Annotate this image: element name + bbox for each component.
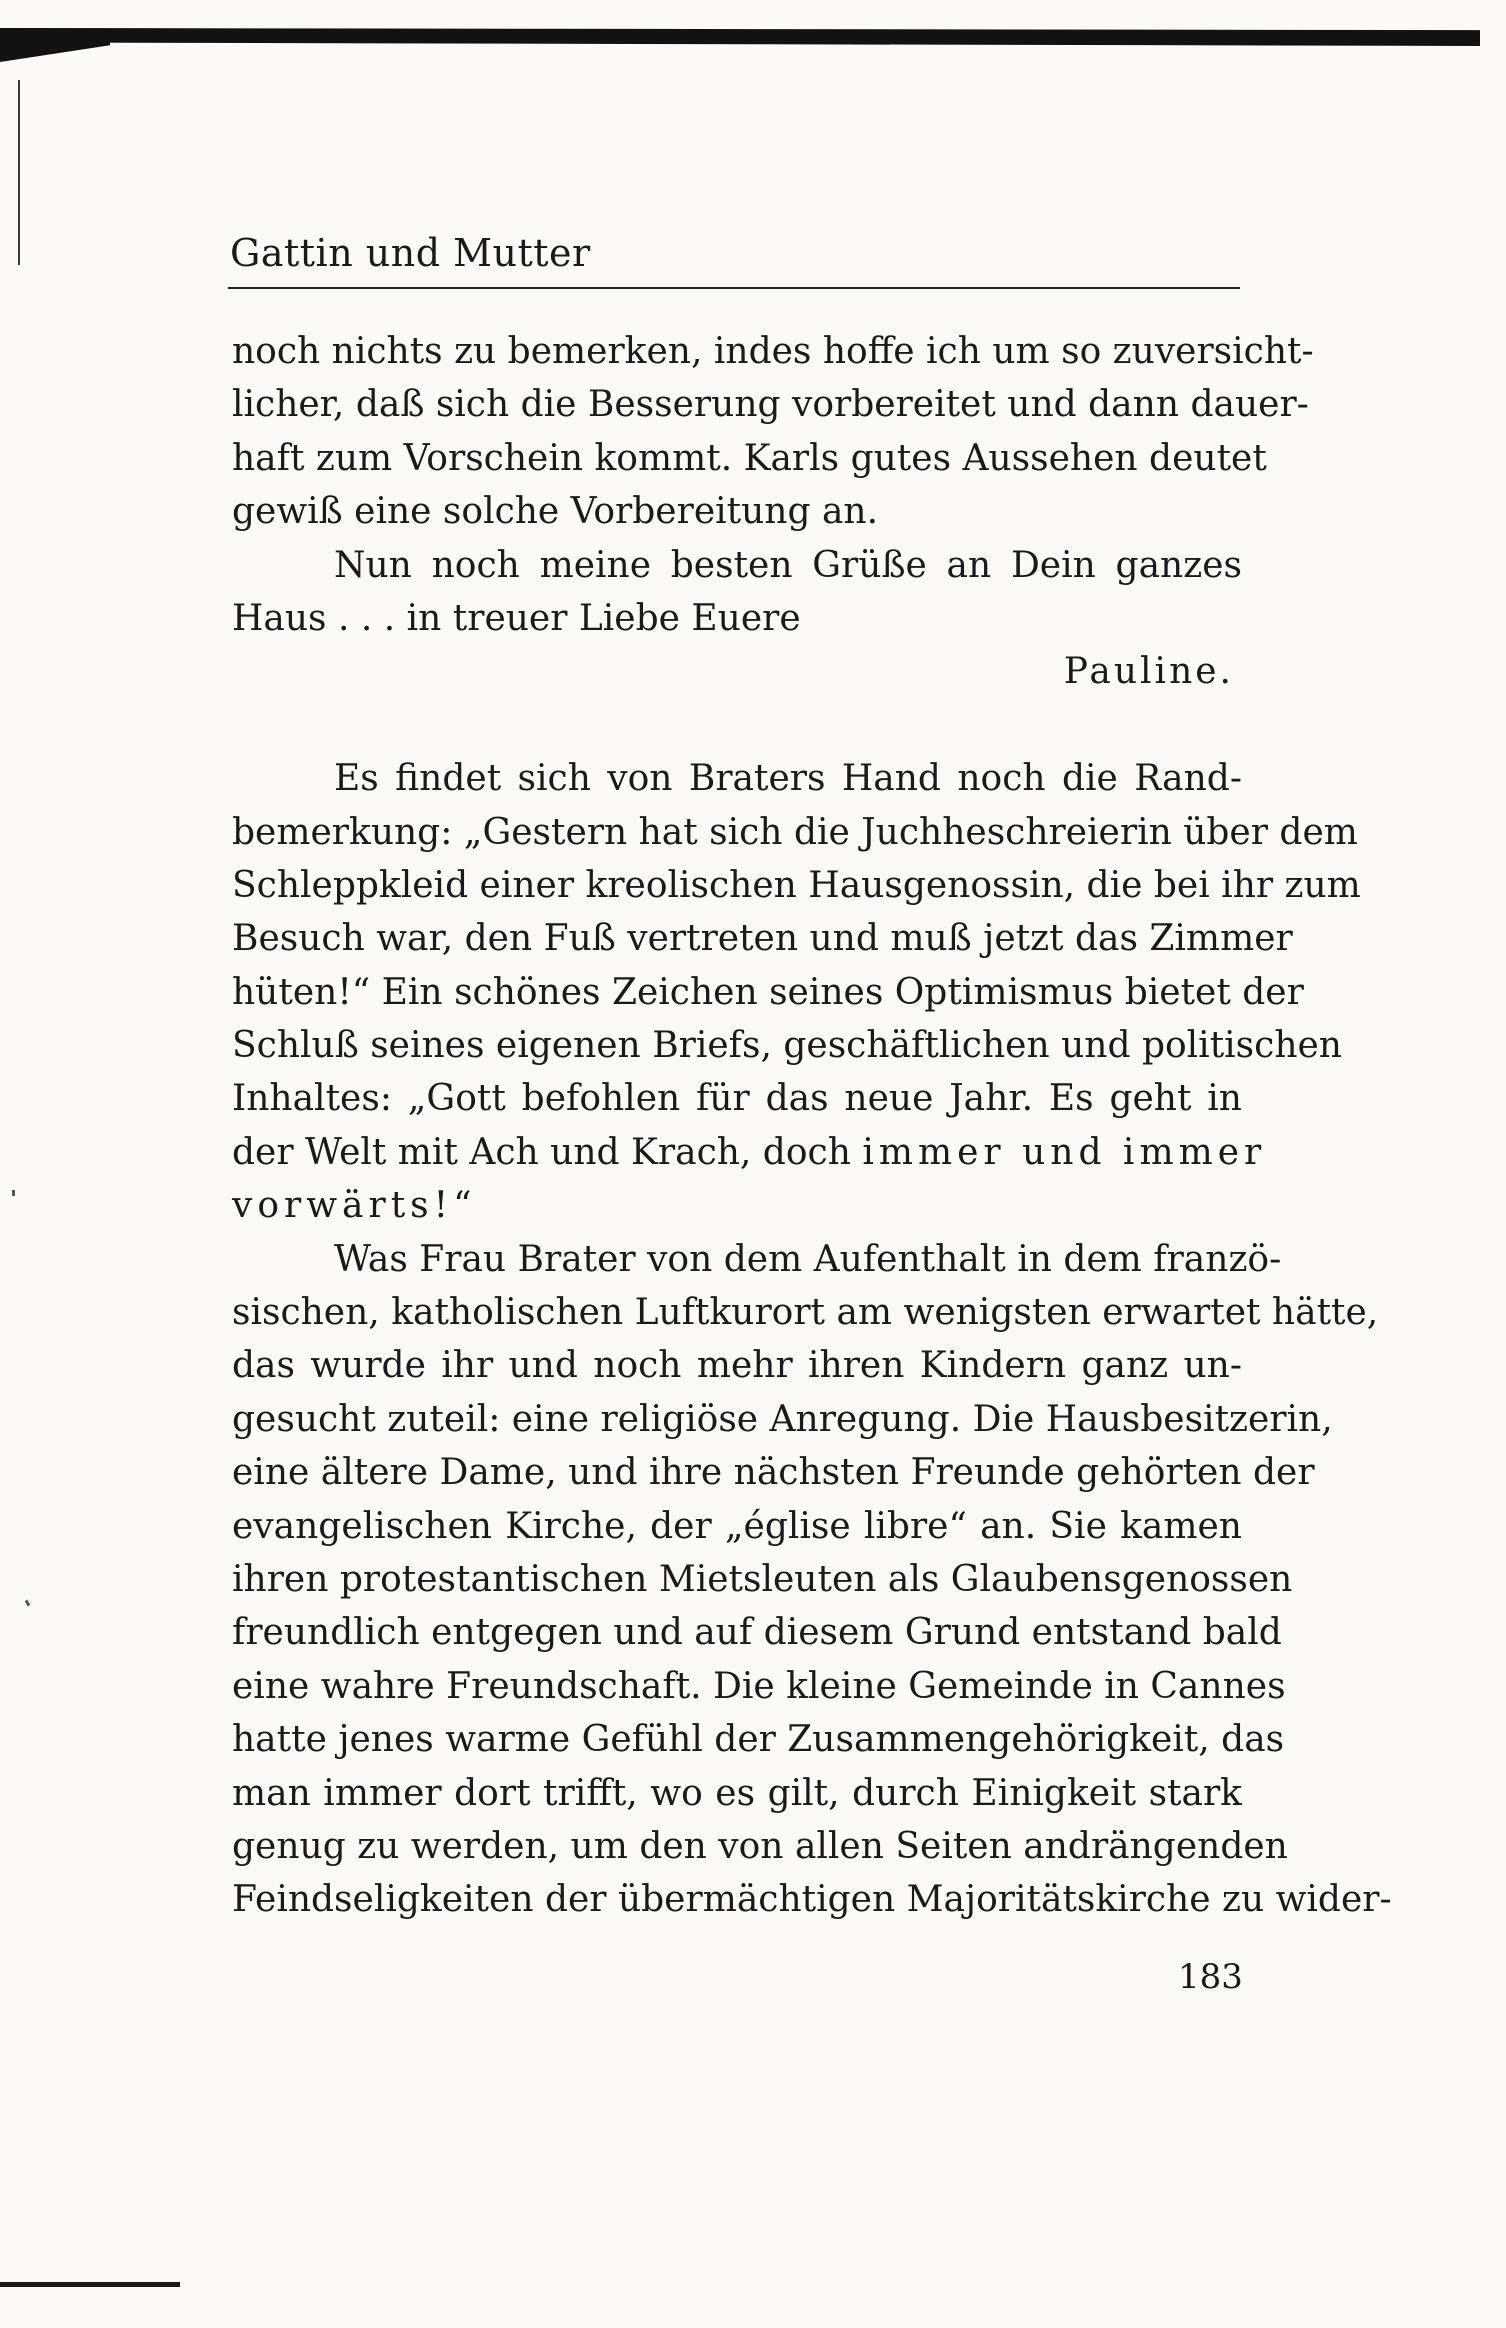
text-line: eine wahre Freundschaft. Die kleine Gemeinde in Cannes (232, 1665, 1286, 1707)
text-line: eine ältere Dame, und ihre nächsten Freunde gehörten der (232, 1452, 1315, 1494)
scan-edge-bar (0, 28, 1480, 46)
text-line: gewiß eine solche Vorbereitung an. (232, 491, 879, 533)
text-line: Haus . . . in treuer Liebe Euere (232, 597, 801, 639)
text-line: ihren protestantischen Mietsleuten als Glaubensgenossen (232, 1558, 1293, 1600)
text-line: Nun noch meine besten Grüße an Dein ganzes (334, 544, 1242, 586)
scan-speck (12, 1190, 15, 1196)
text-line: man immer dort trifft, wo es gilt, durch Einigkeit stark (232, 1772, 1242, 1814)
scan-edge-cap (0, 38, 110, 62)
text-line: haft zum Vorschein kommt. Karls gutes Aussehen deutet (232, 437, 1267, 479)
spaced-emphasis: immer und immer (862, 1131, 1267, 1173)
text-line: bemerkung: „Gestern hat sich die Juchheschreierin über dem (232, 811, 1358, 853)
scan-margin-line (18, 80, 20, 265)
running-head: Gattin und Mutter (230, 231, 591, 275)
text-line: Was Frau Brater von dem Aufenthalt in dem franzö- (334, 1238, 1282, 1280)
text-line: noch nichts zu bemerken, indes hoffe ich um so zuversicht- (232, 331, 1314, 372)
text-line: vorwärts!“ (232, 1185, 477, 1227)
text-line: hüten!“ Ein schönes Zeichen seines Optimismus bietet der (232, 971, 1304, 1013)
scan-speck (25, 1600, 31, 1607)
text-line: Feindseligkeiten der übermächtigen Majoritätskirche zu wider- (232, 1879, 1392, 1921)
text-line: Schluß seines eigenen Briefs, geschäftlichen und politischen (232, 1025, 1342, 1067)
text-line: Schleppkleid einer kreolischen Hausgenossin, die bei ihr zum (232, 864, 1361, 906)
text-line: freundlich entgegen und auf diesem Grund entstand bald (232, 1612, 1282, 1654)
text-line: das wurde ihr und noch mehr ihren Kindern ganz un- (232, 1345, 1242, 1387)
page-body (232, 325, 1392, 1927)
text-line: Inhaltes: „Gott befohlen für das neue Jahr. Es geht in (232, 1078, 1242, 1120)
text-line: evangelischen Kirche, der „église libre“ an. Sie kamen (232, 1505, 1242, 1547)
text-fragment: der Welt mit Ach und Krach, doch (232, 1131, 851, 1173)
text-line (232, 1126, 1267, 1179)
text-line: licher, daß sich die Besserung vorbereitet und dann dauer- (232, 384, 1309, 426)
text-line: sischen, katholischen Luftkurort am wenigsten erwartet hätte, (232, 1292, 1379, 1334)
text-line: Besuch war, den Fuß vertreten und muß jetzt das Zimmer (232, 918, 1293, 960)
text-line: hatte jenes warme Gefühl der Zusammengehörigkeit, das (232, 1719, 1285, 1761)
letter-signature: Pauline. (1063, 651, 1234, 693)
text-line: gesucht zuteil: eine religiöse Anregung. Die Hausbesitzerin, (232, 1398, 1333, 1440)
paragraph-gap (232, 699, 1242, 752)
text-line: genug zu werden, um den von allen Seiten andrängenden (232, 1825, 1288, 1867)
text-line: Es findet sich von Braters Hand noch die Rand- (334, 758, 1242, 800)
header-rule (228, 287, 1240, 289)
page-number: 183 (1178, 1957, 1243, 1997)
scan-bottom-mark (0, 2282, 180, 2287)
